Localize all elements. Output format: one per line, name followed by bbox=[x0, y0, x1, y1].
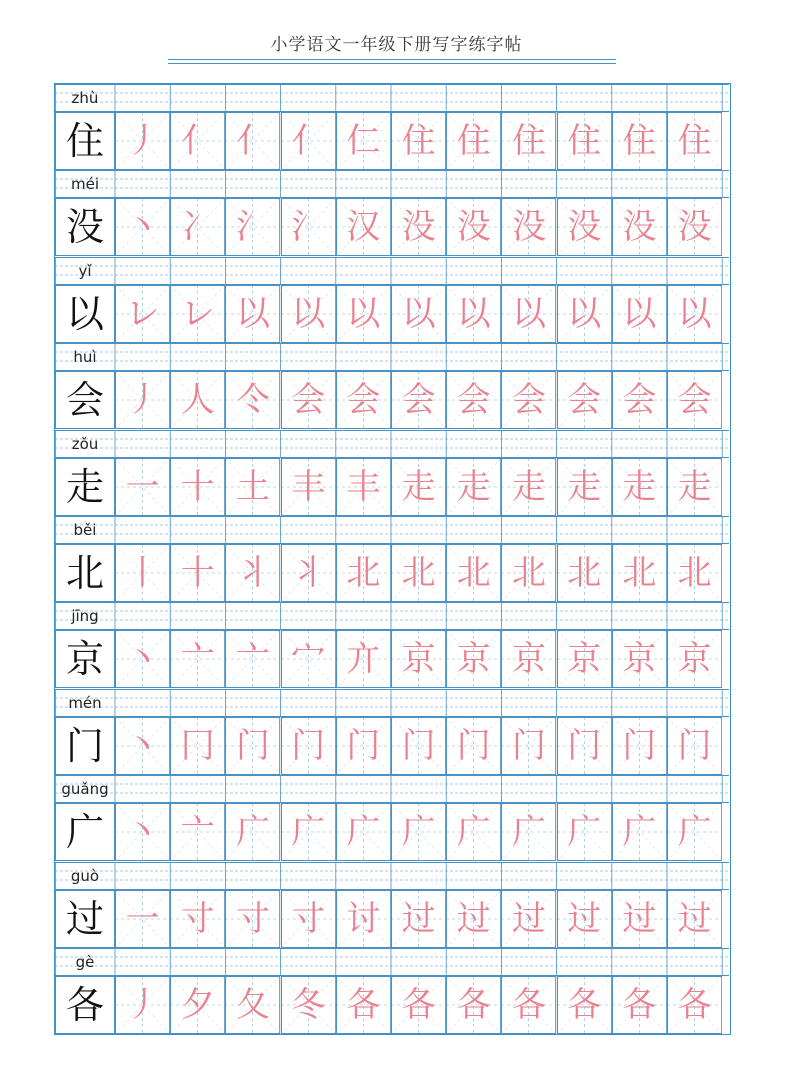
stroke-order-step: 门 bbox=[456, 725, 491, 766]
tracing-cell[interactable] bbox=[281, 371, 336, 429]
stroke-order-step: 没 bbox=[401, 207, 436, 248]
pinyin-guide-lines bbox=[55, 602, 729, 630]
tracing-cell[interactable] bbox=[391, 630, 446, 688]
stroke-order-step: 京 bbox=[456, 639, 491, 680]
tracing-cell[interactable] bbox=[391, 976, 446, 1034]
practice-row bbox=[55, 170, 729, 256]
tracing-cell[interactable] bbox=[612, 630, 667, 688]
tracing-cell[interactable] bbox=[225, 976, 280, 1034]
tracing-cell[interactable] bbox=[336, 803, 391, 861]
stroke-order-step: 以 bbox=[401, 293, 436, 334]
stroke-order-step: 仒 bbox=[235, 380, 270, 421]
tracing-cell[interactable] bbox=[667, 198, 722, 256]
stroke-order-step: 冬 bbox=[291, 985, 326, 1025]
stroke-order-step: 各 bbox=[346, 985, 381, 1025]
pinyin-guide-lines bbox=[55, 430, 729, 458]
stroke-order-step: 门 bbox=[346, 725, 381, 766]
stroke-order-step: 广 bbox=[291, 812, 326, 853]
stroke-order-step: 人 bbox=[180, 380, 215, 421]
tracing-cell[interactable] bbox=[170, 717, 225, 775]
tracing-cell[interactable] bbox=[446, 803, 501, 861]
tracing-cell[interactable] bbox=[391, 198, 446, 256]
tracing-cell[interactable] bbox=[115, 198, 170, 256]
stroke-order-step: 丶 bbox=[125, 207, 160, 248]
stroke-order-step: 亣 bbox=[346, 639, 381, 680]
practice-row bbox=[55, 775, 729, 861]
pinyin-guide-lines bbox=[55, 343, 729, 371]
tracing-cell[interactable] bbox=[115, 717, 170, 775]
model-character: 京 bbox=[65, 637, 104, 682]
tracing-cell[interactable] bbox=[391, 717, 446, 775]
tracing-cell[interactable] bbox=[667, 976, 722, 1034]
stroke-order-step: 会 bbox=[401, 380, 436, 421]
pinyin-label: zǒu bbox=[71, 434, 99, 453]
practice-row bbox=[55, 948, 729, 1034]
tracing-cell[interactable] bbox=[225, 112, 280, 170]
stroke-order-step: 没 bbox=[456, 207, 491, 248]
tracing-cell[interactable] bbox=[501, 890, 556, 948]
tracing-cell[interactable] bbox=[170, 285, 225, 343]
tracing-cell[interactable] bbox=[391, 544, 446, 602]
practice-row bbox=[55, 862, 729, 948]
tracing-cell[interactable] bbox=[225, 198, 280, 256]
stroke-order-step: 走 bbox=[677, 466, 712, 507]
stroke-order-step: 丿 bbox=[125, 985, 160, 1025]
stroke-order-step: 寸 bbox=[180, 898, 215, 939]
stroke-order-step: 丿 bbox=[125, 121, 160, 161]
tracing-cell[interactable] bbox=[281, 803, 336, 861]
stroke-order-step: 北 bbox=[456, 553, 491, 593]
practice-sheet bbox=[54, 83, 731, 1035]
stroke-order-step: 门 bbox=[677, 725, 712, 766]
tracing-cell[interactable] bbox=[612, 285, 667, 343]
tracing-cell[interactable] bbox=[225, 371, 280, 429]
tracing-cell[interactable] bbox=[446, 544, 501, 602]
tracing-cell[interactable] bbox=[336, 198, 391, 256]
stroke-order-step: 会 bbox=[291, 380, 326, 421]
tracing-cell[interactable] bbox=[281, 544, 336, 602]
tracing-cell[interactable] bbox=[446, 198, 501, 256]
tracing-cell[interactable] bbox=[115, 112, 170, 170]
tracing-cell[interactable] bbox=[115, 285, 170, 343]
stroke-order-step: 门 bbox=[291, 725, 326, 766]
tracing-cell[interactable] bbox=[667, 544, 722, 602]
stroke-order-step: 住 bbox=[567, 121, 602, 161]
stroke-order-step: 住 bbox=[511, 121, 546, 161]
pinyin-guide-lines bbox=[55, 775, 729, 803]
tracing-cell[interactable] bbox=[391, 371, 446, 429]
stroke-order-step: 以 bbox=[511, 293, 546, 334]
pinyin-guide-lines bbox=[55, 862, 729, 890]
stroke-order-step: 没 bbox=[511, 207, 546, 248]
stroke-order-step: 亠 bbox=[235, 639, 270, 680]
stroke-order-step: 亠 bbox=[180, 812, 215, 853]
stroke-order-step: 丿 bbox=[125, 380, 160, 421]
stroke-order-step: 北 bbox=[567, 553, 602, 593]
tracing-cell[interactable] bbox=[115, 544, 170, 602]
tracing-cell[interactable] bbox=[446, 112, 501, 170]
stroke-order-step: 走 bbox=[567, 466, 602, 507]
stroke-order-step: 广 bbox=[346, 812, 381, 853]
tracing-cell[interactable] bbox=[391, 112, 446, 170]
tracing-cell[interactable] bbox=[667, 458, 722, 516]
tracing-cell[interactable] bbox=[281, 630, 336, 688]
title-underline bbox=[168, 63, 616, 64]
stroke-order-step: 以 bbox=[677, 293, 712, 334]
stroke-order-step: 仁 bbox=[346, 121, 381, 161]
tracing-cell[interactable] bbox=[391, 285, 446, 343]
stroke-order-step: 会 bbox=[511, 380, 546, 421]
tracing-cell[interactable] bbox=[667, 630, 722, 688]
stroke-order-step: 过 bbox=[677, 898, 712, 939]
stroke-order-step: 广 bbox=[235, 812, 270, 853]
tracing-cell[interactable] bbox=[281, 112, 336, 170]
stroke-order-step: 过 bbox=[401, 898, 436, 939]
stroke-order-step: 以 bbox=[456, 293, 491, 334]
stroke-order-step: 夂 bbox=[235, 985, 270, 1025]
tracing-cell[interactable] bbox=[557, 112, 612, 170]
stroke-order-step: 亻 bbox=[291, 121, 326, 161]
tracing-cell[interactable] bbox=[557, 371, 612, 429]
tracing-cell[interactable] bbox=[336, 112, 391, 170]
tracing-cell[interactable] bbox=[557, 717, 612, 775]
stroke-order-step: 京 bbox=[567, 639, 602, 680]
stroke-order-step: 过 bbox=[511, 898, 546, 939]
stroke-order-step: 土 bbox=[235, 466, 270, 507]
tracing-cell[interactable] bbox=[281, 717, 336, 775]
stroke-order-step: 讨 bbox=[346, 898, 381, 939]
practice-row bbox=[55, 430, 729, 516]
tracing-cell[interactable] bbox=[667, 371, 722, 429]
stroke-order-step: 没 bbox=[567, 207, 602, 248]
tracing-cell[interactable] bbox=[612, 717, 667, 775]
tracing-cell[interactable] bbox=[446, 717, 501, 775]
stroke-order-step: 亻 bbox=[235, 121, 270, 161]
pinyin-guide-lines bbox=[55, 689, 729, 717]
stroke-order-step: 汉 bbox=[346, 207, 381, 248]
tracing-cell[interactable] bbox=[557, 890, 612, 948]
stroke-order-step: 住 bbox=[401, 121, 436, 161]
tracing-cell[interactable] bbox=[115, 630, 170, 688]
tracing-cell[interactable] bbox=[557, 544, 612, 602]
tracing-cell[interactable] bbox=[336, 544, 391, 602]
tracing-cell[interactable] bbox=[336, 371, 391, 429]
tracing-cell[interactable] bbox=[501, 285, 556, 343]
tracing-cell[interactable] bbox=[446, 976, 501, 1034]
stroke-order-step: 各 bbox=[401, 985, 436, 1025]
stroke-order-step: 没 bbox=[677, 207, 712, 248]
tracing-cell[interactable] bbox=[170, 803, 225, 861]
tracing-cell[interactable] bbox=[281, 890, 336, 948]
model-character: 过 bbox=[65, 896, 104, 941]
tracing-cell[interactable] bbox=[336, 890, 391, 948]
tracing-cell[interactable] bbox=[225, 630, 280, 688]
stroke-order-step: 丰 bbox=[291, 466, 326, 507]
tracing-cell[interactable] bbox=[336, 285, 391, 343]
tracing-cell[interactable] bbox=[446, 285, 501, 343]
stroke-order-step: 亻 bbox=[180, 121, 215, 161]
stroke-order-step: 亠 bbox=[180, 639, 215, 680]
tracing-cell[interactable] bbox=[446, 371, 501, 429]
tracing-cell[interactable] bbox=[336, 630, 391, 688]
stroke-order-step: 会 bbox=[567, 380, 602, 421]
stroke-order-step: 丶 bbox=[125, 725, 160, 766]
stroke-order-step: 过 bbox=[622, 898, 657, 939]
tracing-cell[interactable] bbox=[336, 717, 391, 775]
stroke-order-step: 北 bbox=[622, 553, 657, 593]
page-title: 小学语文一年级下册写字练字帖 bbox=[270, 35, 523, 55]
stroke-order-step: 会 bbox=[456, 380, 491, 421]
stroke-order-step: 走 bbox=[456, 466, 491, 507]
practice-row bbox=[55, 257, 729, 343]
tracing-cell[interactable] bbox=[281, 198, 336, 256]
stroke-order-step: 京 bbox=[677, 639, 712, 680]
stroke-order-step: 以 bbox=[622, 293, 657, 334]
tracing-cell[interactable] bbox=[281, 285, 336, 343]
pinyin-label: yǐ bbox=[78, 261, 92, 280]
practice-row bbox=[55, 343, 729, 429]
stroke-order-step: 各 bbox=[511, 985, 546, 1025]
stroke-order-step: 广 bbox=[456, 812, 491, 853]
tracing-cell[interactable] bbox=[667, 717, 722, 775]
stroke-order-step: 以 bbox=[567, 293, 602, 334]
tracing-cell[interactable] bbox=[557, 630, 612, 688]
tracing-cell[interactable] bbox=[391, 890, 446, 948]
tracing-cell[interactable] bbox=[612, 976, 667, 1034]
tracing-cell[interactable] bbox=[446, 890, 501, 948]
pinyin-label: guò bbox=[70, 866, 100, 885]
stroke-order-step: 过 bbox=[567, 898, 602, 939]
tracing-cell[interactable] bbox=[170, 198, 225, 256]
model-character: 走 bbox=[65, 464, 104, 509]
model-character: 广 bbox=[65, 810, 104, 855]
stroke-order-step: 一 bbox=[125, 466, 160, 507]
tracing-cell[interactable] bbox=[612, 198, 667, 256]
stroke-order-step: 北 bbox=[511, 553, 546, 593]
pinyin-guide-lines bbox=[55, 948, 729, 976]
stroke-order-step: 广 bbox=[567, 812, 602, 853]
tracing-cell[interactable] bbox=[557, 803, 612, 861]
stroke-order-step: 没 bbox=[622, 207, 657, 248]
tracing-cell[interactable] bbox=[501, 112, 556, 170]
stroke-order-step: レ bbox=[180, 293, 215, 334]
stroke-order-step: 各 bbox=[567, 985, 602, 1025]
pinyin-label: běi bbox=[73, 521, 97, 539]
stroke-order-step: 北 bbox=[346, 553, 381, 593]
tracing-cell[interactable] bbox=[225, 458, 280, 516]
tracing-cell[interactable] bbox=[170, 458, 225, 516]
tracing-cell[interactable] bbox=[115, 890, 170, 948]
tracing-cell[interactable] bbox=[612, 112, 667, 170]
stroke-order-step: 以 bbox=[235, 293, 270, 334]
tracing-cell[interactable] bbox=[612, 803, 667, 861]
tracing-cell[interactable] bbox=[391, 458, 446, 516]
practice-row bbox=[55, 516, 729, 602]
tracing-cell[interactable] bbox=[557, 285, 612, 343]
tracing-cell[interactable] bbox=[281, 976, 336, 1034]
pinyin-label: jīng bbox=[71, 607, 99, 626]
stroke-order-step: 宀 bbox=[291, 639, 326, 680]
practice-row bbox=[55, 689, 729, 775]
stroke-order-step: 冫 bbox=[180, 207, 215, 248]
model-character: 没 bbox=[65, 205, 104, 250]
pinyin-guide-lines bbox=[55, 84, 729, 112]
stroke-order-step: 丨 bbox=[125, 553, 160, 593]
stroke-order-step: 氵 bbox=[291, 207, 326, 248]
stroke-order-step: 京 bbox=[401, 639, 436, 680]
tracing-cell[interactable] bbox=[557, 458, 612, 516]
tracing-cell[interactable] bbox=[115, 371, 170, 429]
pinyin-label: gè bbox=[75, 953, 95, 971]
stroke-order-step: 氵 bbox=[235, 207, 270, 248]
stroke-order-step: 丶 bbox=[125, 812, 160, 853]
stroke-order-step: 各 bbox=[622, 985, 657, 1025]
tracing-cell[interactable] bbox=[667, 890, 722, 948]
stroke-order-step: 会 bbox=[346, 380, 381, 421]
stroke-order-step: 走 bbox=[622, 466, 657, 507]
tracing-cell[interactable] bbox=[667, 285, 722, 343]
tracing-cell[interactable] bbox=[225, 890, 280, 948]
model-character: 会 bbox=[65, 378, 104, 423]
pinyin-label: mén bbox=[68, 693, 102, 712]
stroke-order-step: 门 bbox=[235, 725, 270, 766]
tracing-cell[interactable] bbox=[281, 458, 336, 516]
stroke-order-step: 各 bbox=[456, 985, 491, 1025]
stroke-order-step: 丬 bbox=[291, 553, 326, 593]
stroke-order-step: 过 bbox=[456, 898, 491, 939]
tracing-cell[interactable] bbox=[501, 803, 556, 861]
tracing-cell[interactable] bbox=[225, 544, 280, 602]
tracing-cell[interactable] bbox=[557, 976, 612, 1034]
stroke-order-step: 冂 bbox=[180, 725, 215, 766]
stroke-order-step: 广 bbox=[622, 812, 657, 853]
tracing-cell[interactable] bbox=[501, 458, 556, 516]
stroke-order-step: 住 bbox=[677, 121, 712, 161]
stroke-order-step: 走 bbox=[401, 466, 436, 507]
tracing-cell[interactable] bbox=[501, 630, 556, 688]
title-underline bbox=[168, 59, 616, 60]
tracing-cell[interactable] bbox=[612, 544, 667, 602]
model-character: 门 bbox=[65, 723, 104, 768]
stroke-order-step: 一 bbox=[125, 898, 160, 939]
stroke-order-step: 寸 bbox=[291, 898, 326, 939]
model-character: 北 bbox=[65, 551, 104, 595]
tracing-cell[interactable] bbox=[225, 803, 280, 861]
pinyin-label: méi bbox=[70, 175, 99, 194]
stroke-order-step: 门 bbox=[567, 725, 602, 766]
stroke-order-step: 会 bbox=[677, 380, 712, 421]
tracing-cell[interactable] bbox=[115, 976, 170, 1034]
tracing-cell[interactable] bbox=[501, 198, 556, 256]
tracing-cell[interactable] bbox=[170, 112, 225, 170]
stroke-order-step: 住 bbox=[456, 121, 491, 161]
stroke-order-step: 十 bbox=[180, 553, 215, 593]
tracing-cell[interactable] bbox=[501, 371, 556, 429]
stroke-order-step: 广 bbox=[511, 812, 546, 853]
pinyin-guide-lines bbox=[55, 257, 729, 285]
practice-row bbox=[55, 84, 729, 170]
pinyin-label: zhù bbox=[71, 89, 99, 107]
stroke-order-step: 寸 bbox=[235, 898, 270, 939]
tracing-cell[interactable] bbox=[170, 976, 225, 1034]
tracing-cell[interactable] bbox=[225, 717, 280, 775]
stroke-order-step: 北 bbox=[677, 553, 712, 593]
stroke-order-step: 丶 bbox=[125, 639, 160, 680]
tracing-cell[interactable] bbox=[612, 371, 667, 429]
stroke-order-step: 以 bbox=[346, 293, 381, 334]
tracing-cell[interactable] bbox=[612, 890, 667, 948]
stroke-order-step: 广 bbox=[401, 812, 436, 853]
tracing-cell[interactable] bbox=[225, 285, 280, 343]
tracing-cell[interactable] bbox=[667, 112, 722, 170]
tracing-cell[interactable] bbox=[557, 198, 612, 256]
pinyin-label: huì bbox=[73, 348, 97, 367]
stroke-order-step: レ bbox=[125, 293, 160, 334]
tracing-cell[interactable] bbox=[612, 458, 667, 516]
pinyin-label: guǎng bbox=[61, 780, 109, 799]
stroke-order-step: 京 bbox=[622, 639, 657, 680]
stroke-order-step: 住 bbox=[622, 121, 657, 161]
tracing-cell[interactable] bbox=[170, 371, 225, 429]
stroke-order-step: 十 bbox=[180, 466, 215, 507]
stroke-order-step: 广 bbox=[677, 812, 712, 853]
stroke-order-step: 丰 bbox=[346, 466, 381, 507]
tracing-cell[interactable] bbox=[170, 544, 225, 602]
stroke-order-step: 门 bbox=[622, 725, 657, 766]
stroke-order-step: 夕 bbox=[180, 985, 215, 1025]
tracing-cell[interactable] bbox=[170, 630, 225, 688]
tracing-cell[interactable] bbox=[115, 458, 170, 516]
tracing-cell[interactable] bbox=[501, 976, 556, 1034]
stroke-order-step: 门 bbox=[511, 725, 546, 766]
tracing-cell[interactable] bbox=[336, 458, 391, 516]
tracing-cell[interactable] bbox=[336, 976, 391, 1034]
tracing-cell[interactable] bbox=[501, 717, 556, 775]
practice-row bbox=[55, 602, 729, 688]
stroke-order-step: 以 bbox=[291, 293, 326, 334]
stroke-order-step: 走 bbox=[511, 466, 546, 507]
tracing-cell[interactable] bbox=[667, 803, 722, 861]
pinyin-guide-lines bbox=[55, 516, 729, 544]
stroke-order-step: 会 bbox=[622, 380, 657, 421]
tracing-cell[interactable] bbox=[501, 544, 556, 602]
stroke-order-step: 门 bbox=[401, 725, 436, 766]
model-character: 各 bbox=[65, 983, 104, 1027]
stroke-order-step: 京 bbox=[511, 639, 546, 680]
tracing-cell[interactable] bbox=[391, 803, 446, 861]
tracing-cell[interactable] bbox=[446, 458, 501, 516]
tracing-cell[interactable] bbox=[115, 803, 170, 861]
stroke-order-step: 北 bbox=[401, 553, 436, 593]
model-character: 住 bbox=[65, 119, 104, 163]
pinyin-guide-lines bbox=[55, 170, 729, 198]
model-character: 以 bbox=[65, 291, 104, 336]
tracing-cell[interactable] bbox=[170, 890, 225, 948]
stroke-order-step: 各 bbox=[677, 985, 712, 1025]
stroke-order-step: 丬 bbox=[235, 553, 270, 593]
tracing-cell[interactable] bbox=[446, 630, 501, 688]
